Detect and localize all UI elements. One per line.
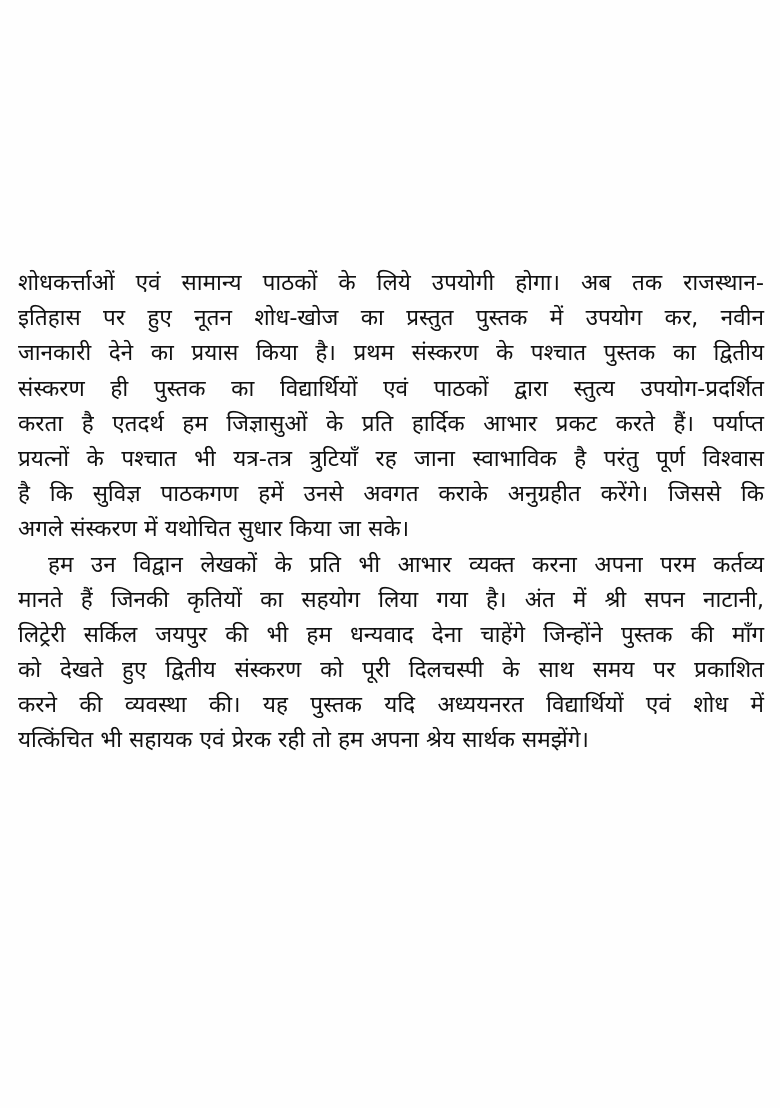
text-line: हम उन विद्वान लेखकों के प्रति भी आभार व्यक्त करना अपना परम कर्तव्य [48,551,764,578]
body-text [18,266,764,759]
text-line: इतिहास पर हुए नूतन शोध-खोज का प्रस्तुत पुस्तक में उपयोग कर, नवीन [18,305,764,332]
text-line: लिट्रेरी सर्किल जयपुर की भी हम धन्यवाद देना चाहेंगे जिन्होंने पुस्तक की माँग [18,621,764,648]
paragraph-1 [18,266,764,548]
text-line: यत्किंचित भी सहायक एवं प्रेरक रही तो हम अपना श्रेय सार्थक समझेंगे। [18,727,589,754]
text-line: मानते हैं जिनकी कृतियों का सहयोग लिया गया है। अंत में श्री सपन नाटानी, [18,586,764,613]
text-line: करता है एतदर्थ हम जिज्ञासुओं के प्रति हार्दिक आभार प्रकट करते हैं। पर्याप्त [18,410,764,437]
text-line: करने की व्यवस्था की। यह पुस्तक यदि अध्ययनरत विद्यार्थियों एवं शोध में [18,692,764,719]
text-line: है कि सुविज्ञ पाठकगण हमें उनसे अवगत कराके अनुग्रहीत करेंगे। जिससे कि [18,481,764,508]
text-line: अगले संस्करण में यथोचित सुधार किया जा सके। [18,516,410,543]
text-line: संस्करण ही पुस्तक का विद्यार्थियों एवं पाठकों द्वारा स्तुत्य उपयोग-प्रदर्शित [18,375,764,402]
paragraph-2 [18,548,764,759]
text-line: शोधकर्त्ताओं एवं सामान्य पाठकों के लिये उपयोगी होगा। अब तक राजस्थान- [18,270,764,296]
text-line: प्रयत्नों के पश्चात भी यत्र-तत्र त्रुटियाँ रह जाना स्वाभाविक है परंतु पूर्ण विश्वास [18,445,764,472]
text-line: जानकारी देने का प्रयास किया है। प्रथम संस्करण के पश्चात पुस्तक का द्वितीय [18,340,764,367]
text-line: को देखते हुए द्वितीय संस्करण को पूरी दिलचस्पी के साथ समय पर प्रकाशित [18,657,764,684]
